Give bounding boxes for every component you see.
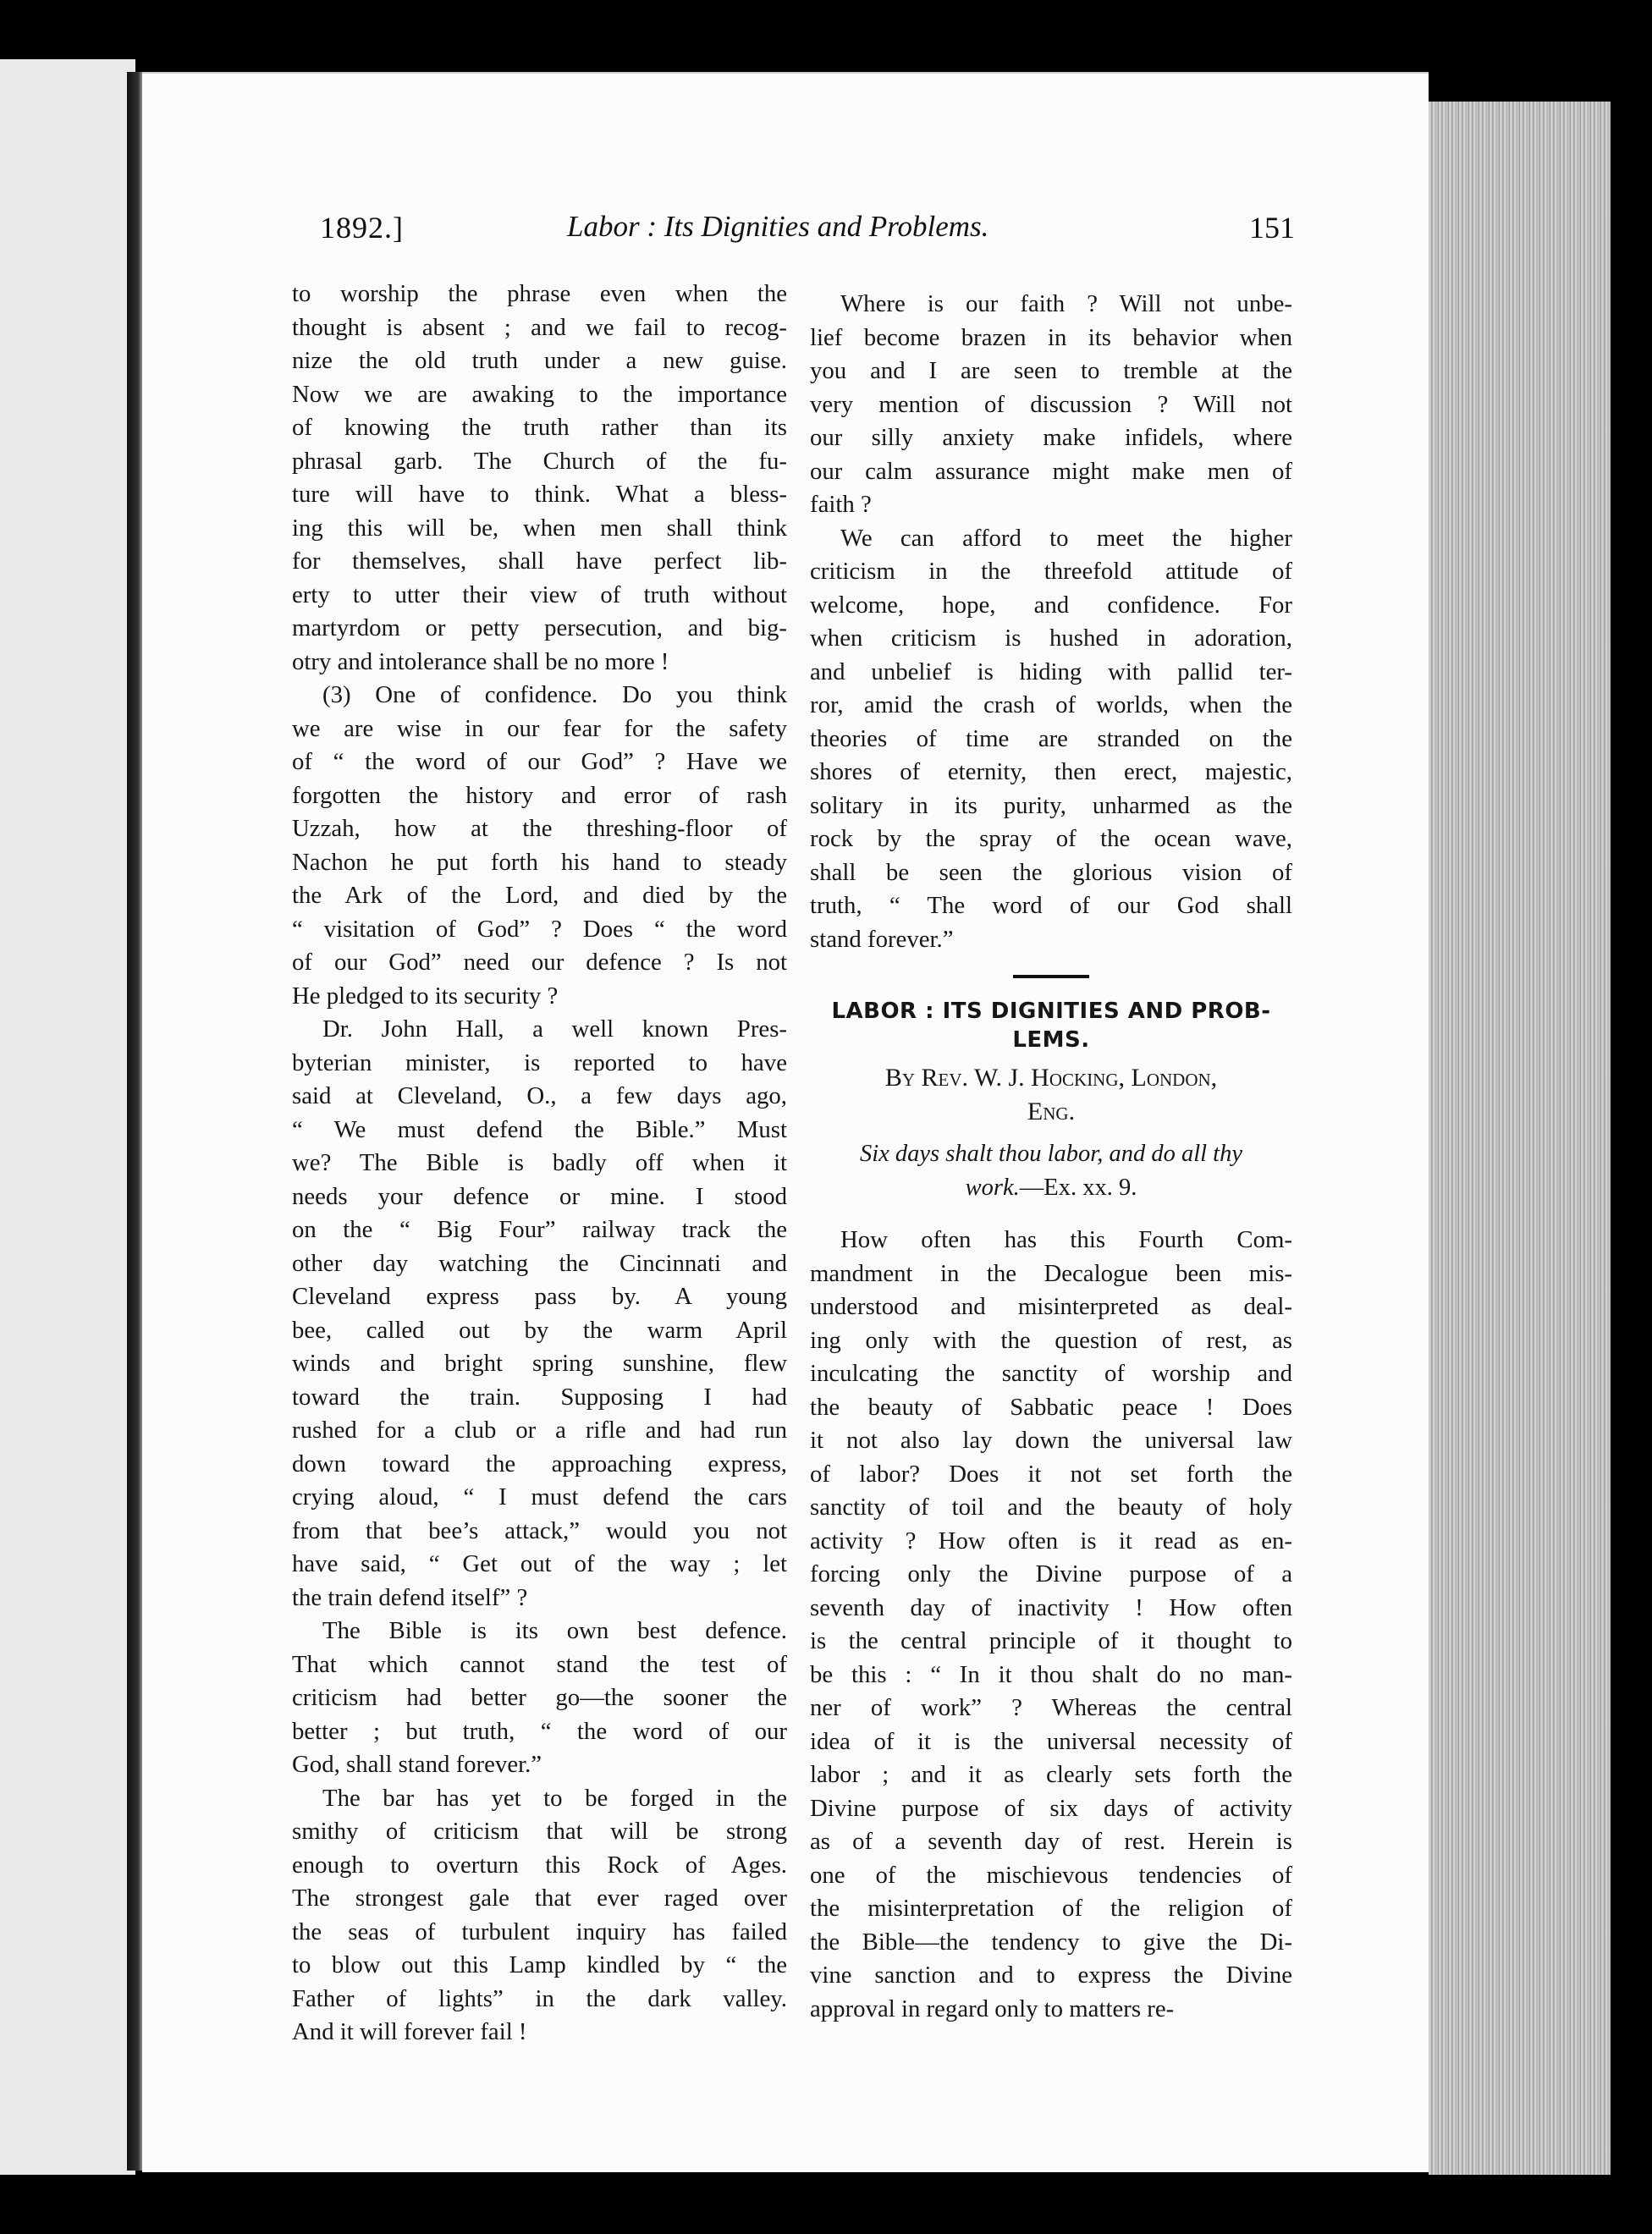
text-line: thought is absent ; and we fail to recog- [292,313,787,341]
text-line: ing only with the question of rest, as [810,1326,1292,1354]
text-line: the Ark of the Lord, and died by the [292,882,787,909]
text-line: seventh day of inactivity ! How often [810,1593,1292,1621]
text-line: better ; but truth, “ the word of our [292,1717,787,1745]
text-line: forgotten the history and error of rash [292,781,787,809]
text-line: the beauty of Sabbatic peace ! Does [810,1393,1292,1421]
text-line: very mention of discussion ? Will not [810,390,1292,418]
text-line: rushed for a club or a rifle and had run [292,1417,787,1444]
paragraph [292,278,787,679]
page-block-edges [1429,102,1611,2183]
paragraph [810,522,1292,957]
article-byline [810,1061,1292,1129]
text-line: winds and bright spring sunshine, flew [292,1350,787,1377]
text-line: of knowing the truth rather than its [292,414,787,441]
text-line: have said, “ Get out of the way ; let [292,1550,787,1577]
text-line: mandment in the Decalogue been mis- [810,1259,1292,1287]
text-line: one of the mischievous tendencies of [810,1861,1292,1889]
text-line: said at Cleveland, O., a few days ago, [292,1082,787,1109]
text-line: He pledged to its security ? [292,982,559,1010]
text-line: as of a seventh day of rest. Herein is [810,1828,1292,1855]
text-line: from that bee’s attack,” would you not [292,1516,787,1544]
facing-page-edge [0,59,135,2175]
epigraph-reference: —Ex. xx. 9. [1019,1175,1137,1201]
text-line: to worship the phrase even when the [292,280,787,307]
text-line: Cleveland express pass by. A young [292,1283,787,1310]
text-line: of “ the word of our God” ? Have we [292,748,787,775]
text-line: ture will have to think. What a bless- [292,481,787,508]
text-line: rock by the spray of the ocean wave, [810,825,1292,852]
paragraph [292,1615,787,1782]
text-line: phrasal garb. The Church of the fu- [292,447,787,475]
text-line: forcing only the Divine purpose of a [810,1560,1292,1587]
section-divider-rule [1013,975,1089,978]
text-line: for themselves, shall have perfect lib- [292,547,787,575]
text-line: the seas of turbulent inquiry has failed [292,1918,787,1945]
text-line: crying aloud, “ I must defend the cars [292,1483,787,1510]
text-line: byterian minister, is reported to have [292,1048,787,1076]
paragraph [292,1782,787,2050]
text-line: we are wise in our fear for the safety [292,714,787,742]
scan-bottom-border [0,2175,1652,2234]
text-line: ror, amid the crash of worlds, when the [810,691,1292,718]
text-line: nize the old truth under a new guise. [292,347,787,374]
text-line: ner of work” ? Whereas the central [810,1694,1292,1721]
text-line: martyrdom or petty persecution, and big- [292,614,787,641]
header-year: 1892.] [320,211,404,245]
paragraph [810,288,1292,522]
text-line: we? The Bible is badly off when it [292,1149,787,1176]
text-line: solitary in its purity, unharmed as the [810,791,1292,819]
text-line: (3) One of confidence. Do you think [322,681,787,708]
text-line: That which cannot stand the test of [292,1650,787,1678]
text-line: shall be seen the glorious vision of [810,858,1292,886]
page-number: 151 [1249,211,1295,245]
byline-line: By Rev. W. J. Hocking, London, [884,1064,1218,1092]
text-line: smithy of criticism that will be strong [292,1818,787,1845]
text-line: be this : “ In it thou shalt do no man- [810,1660,1292,1688]
paragraph [292,1013,787,1615]
text-line: Now we are awaking to the importance [292,380,787,408]
text-line: the Bible—the tendency to give the Di- [810,1928,1292,1956]
text-line: shores of eternity, then erect, majestic, [810,758,1292,785]
text-line: sanctity of toil and the beauty of holy [810,1494,1292,1521]
text-line: faith ? [810,491,872,518]
text-line: it not also lay down the universal law [810,1427,1292,1454]
text-line: labor ; and it as clearly sets forth the [810,1761,1292,1788]
text-line: when criticism is hushed in adoration, [810,625,1292,652]
text-line: The Bible is its own best defence. [322,1617,787,1644]
paragraph [292,679,787,1013]
text-line: is the central principle of it thought to [810,1627,1292,1654]
epigraph-line [810,1171,1292,1205]
text-line: We can afford to meet the higher [840,524,1292,552]
right-column-continuation [810,288,1292,956]
text-line: Father of lights” in the dark valley. [292,1984,787,2012]
text-line: ing this will be, when men shall think [292,514,787,542]
scripture-epigraph [810,1137,1292,1205]
text-line: of our God” need our defence ? Is not [292,949,787,976]
byline-line: Eng. [1027,1098,1076,1125]
text-line: criticism in the threefold attitude of [810,558,1292,585]
text-line: to blow out this Lamp kindled by “ the [292,1951,787,1978]
text-line: stand forever.” [810,925,954,953]
text-line: The strongest gale that ever raged over [292,1885,787,1912]
text-line: truth, “ The word of our God shall [810,892,1292,919]
text-line: “ visitation of God” ? Does “ the word [292,915,787,943]
text-line: needs your defence or mine. I stood [292,1182,787,1210]
text-line: Divine purpose of six days of activity [810,1794,1292,1822]
text-line: Nachon he put forth his hand to steady [292,848,787,876]
text-line: Dr. John Hall, a well known Pres- [322,1015,787,1043]
epigraph-italic-word: work. [965,1175,1020,1201]
text-line: lief become brazen in its behavior when [810,323,1292,351]
epigraph-line: Six days shalt thou labor, and do all thy [859,1141,1243,1167]
text-line: erty to utter their view of truth without [292,581,787,608]
text-line: the misinterpretation of the religion of [810,1895,1292,1922]
text-line: And it will forever fail ! [292,2018,527,2045]
text-line: “ We must defend the Bible.” Must [292,1115,787,1143]
text-line: How often has this Fourth Com- [840,1226,1292,1253]
running-header [320,210,1295,261]
right-text-column [810,288,1292,2026]
text-line: toward the train. Supposing I had [292,1383,787,1411]
text-line: enough to overturn this Rock of Ages. [292,1851,787,1879]
header-running-title: Labor : Its Dignities and Problems. [567,210,989,243]
text-line: on the “ Big Four” railway track the [292,1216,787,1243]
scan-top-border [0,0,1652,59]
text-line: God, shall stand forever.” [292,1751,542,1778]
text-line: vine sanction and to express the Divine [810,1962,1292,1989]
text-line: otry and intolerance shall be no more ! [292,647,669,675]
text-line: The bar has yet to be forged in the [322,1784,787,1812]
article-title [810,997,1292,1054]
article-title-line: LEMS. [1012,1027,1090,1053]
text-line: bee, called out by the warm April [292,1316,787,1344]
text-line: of labor? Does it not set forth the [810,1460,1292,1488]
paragraph [810,1224,1292,2026]
text-line: criticism had better go—the sooner the [292,1684,787,1711]
text-line: inculcating the sanctity of worship and [810,1360,1292,1387]
text-line: down toward the approaching express, [292,1450,787,1477]
text-line: you and I are seen to tremble at the [810,357,1292,384]
text-line: approval in regard only to matters re- [810,1995,1175,2022]
text-line: understood and misinterpreted as deal- [810,1293,1292,1320]
text-line: Uzzah, how at the threshing-floor of [292,815,787,842]
text-line: welcome, hope, and confidence. For [810,591,1292,619]
article-title-line: LABOR : ITS DIGNITIES AND PROB- [831,999,1271,1024]
text-line: Where is our faith ? Will not unbe- [840,290,1292,317]
text-line: our silly anxiety make infidels, where [810,424,1292,451]
article-body [810,1224,1292,2026]
text-line: the train defend itself” ? [292,1583,528,1611]
text-line: theories of time are stranded on the [810,724,1292,752]
text-line: idea of it is the universal necessity of [810,1727,1292,1755]
left-text-column [292,278,787,2050]
text-line: our calm assurance might make men of [810,457,1292,485]
text-line: and unbelief is hiding with pallid ter- [810,658,1292,685]
text-line: activity ? How often is it read as en- [810,1527,1292,1554]
text-line: other day watching the Cincinnati and [292,1249,787,1277]
